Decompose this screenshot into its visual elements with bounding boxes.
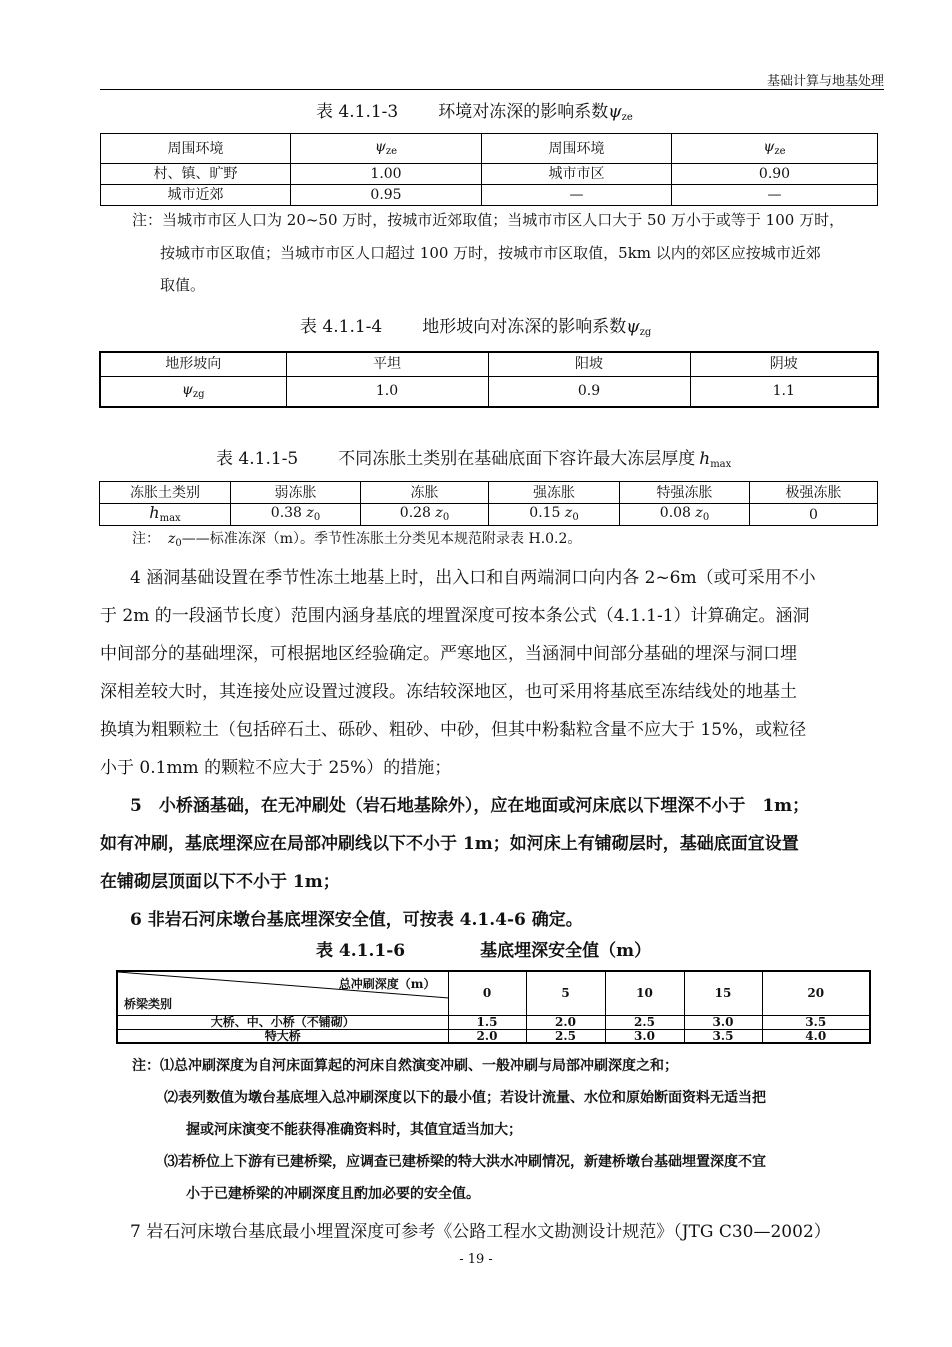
table-5-title: 不同冻胀土类别在基础底面下容许最大冻层厚度 xyxy=(338,449,696,469)
table-5-symbol-sub: max xyxy=(710,459,732,470)
table-cell: 城市市区 xyxy=(482,164,672,185)
table-6-depth-cell: 0 xyxy=(448,971,526,1015)
table-6-note-1: 注：⑴总冲刷深度为自河床面算起的河床自然演变冲刷、一般冲刷与局部冲刷深度之和； xyxy=(132,1058,678,1074)
table-cell: 0.28 $z_0$ xyxy=(361,504,489,526)
table-row xyxy=(117,1029,870,1043)
table-6 xyxy=(116,970,871,1044)
table-6-corner-top: 总冲刷深度（m） xyxy=(338,977,436,991)
table-3-header-cell: 周围环境 xyxy=(101,134,291,164)
table-6-corner-bottom: 桥梁类别 xyxy=(124,996,173,1011)
table-5-number: 表 4.1.1-5 xyxy=(216,449,299,469)
para-5-line-2: 如有冲刷，基底埋深应在局部冲刷线以下不小于 1m；如河床上有铺砌层时，基础底面宜设置 xyxy=(100,834,799,854)
para-4-line-2: 于 2m 的一段涵节长度）范围内涵身基底的埋置深度可按本条公式（4.1.1-1）计算确定。涵洞 xyxy=(100,606,810,626)
table-cell: 3.5 xyxy=(684,1029,762,1043)
table-cell: 3.0 xyxy=(684,1015,762,1029)
table-cell: 1.1 xyxy=(690,376,878,407)
para-4-line-3: 中间部分的基础埋深，可根据地区经验确定。严寒地区，当涵洞中间部分基础的埋深与洞口埋 xyxy=(100,644,797,664)
para-5-line-3: 在铺砌层顶面以下不小于 1m； xyxy=(100,872,340,892)
table-cell: 2.0 xyxy=(526,1015,605,1029)
table-5-header-cell: 特强冻胀 xyxy=(620,482,750,504)
table-cell: 1.0 xyxy=(286,376,488,407)
table-6-row-label: 大桥、中、小桥（不铺砌） xyxy=(117,1015,448,1029)
table-cell: 2.5 xyxy=(526,1029,605,1043)
table-3-title: 环境对冻深的影响系数 xyxy=(438,102,609,122)
table-cell: 0.38 $z_0$ xyxy=(231,504,361,526)
table-3-note-line-2: 按城市市区取值；当城市市区人口超过 100 万时，按城市市区取值，5km 以内的郊区应按城市近郊 xyxy=(160,244,821,262)
table-cell: 1.00 xyxy=(291,164,482,185)
table-3-symbol: ψ xyxy=(608,102,622,122)
table-5-header-cell: 极强冻胀 xyxy=(750,482,878,504)
table-5 xyxy=(99,481,878,526)
table-cell: 城市近郊 xyxy=(101,185,291,206)
table-3 xyxy=(100,133,878,206)
table-5-note: 注： $z_0——$标准冻深（m）。季节性冻胀土分类见本规范附录表 H.0.2。 xyxy=(132,531,582,549)
table-cell: 村、镇、旷野 xyxy=(101,164,291,185)
table-row xyxy=(100,376,878,407)
table-cell: 0.08 $z_0$ xyxy=(620,504,750,526)
table-row xyxy=(100,504,878,526)
table-3-symbol-sub: ze xyxy=(621,112,633,123)
table-3-caption xyxy=(316,97,633,123)
table-row xyxy=(101,164,878,185)
table-cell: 1.5 xyxy=(448,1015,526,1029)
table-3-header-cell: 周围环境 xyxy=(482,134,672,164)
table-4-header-cell: 阳坡 xyxy=(488,352,690,376)
table-4-title: 地形坡向对冻深的影响系数 xyxy=(422,317,627,337)
table-4-header-row xyxy=(100,352,878,376)
para-4-line-4: 深相差较大时，其连接处应设置过渡段。冻结较深地区，也可采用将基底至冻结线处的地基土 xyxy=(100,682,797,702)
table-3-note-line-3: 取值。 xyxy=(160,276,206,294)
table-3-note-line-1: 注：当城市市区人口为 20~50 万时，按城市近郊取值；当城市市区人口大于 50 万小于或等于 100 万时， xyxy=(132,211,845,229)
table-6-note-3-line-1: ⑶若桥位上下游有已建桥梁，应调查已建桥梁的特大洪水冲刷情况，新建桥墩台基础埋置深度不宜 xyxy=(164,1154,766,1170)
table-6-note-2-line-2: 握或河床演变不能获得准确资料时，其值宜适当加大； xyxy=(186,1122,522,1138)
table-5-header-cell: 冻胀 xyxy=(361,482,489,504)
table-6-depth-cell: 15 xyxy=(684,971,762,1015)
table-4 xyxy=(99,351,879,408)
table-cell: 0.90 xyxy=(672,164,878,185)
table-6-header-row xyxy=(117,971,870,1015)
para-4-line-5: 换填为粗颗粒土（包括碎石土、砾砂、粗砂、中砂，但其中粉黏粒含量不应大于 15%，或粒径 xyxy=(100,720,807,740)
table-5-symbol: h xyxy=(699,449,711,469)
table-6-depth-cell: 5 xyxy=(526,971,605,1015)
table-4-header-cell: 阴坡 xyxy=(690,352,878,376)
table-4-header-cell: 平坦 xyxy=(286,352,488,376)
table-4-symbol: ψ xyxy=(626,317,640,337)
header-rule xyxy=(100,89,884,90)
table-cell: — xyxy=(482,185,672,206)
table-row xyxy=(101,185,878,206)
table-6-depth-cell: 20 xyxy=(762,971,870,1015)
table-cell: 0 xyxy=(750,504,878,526)
table-cell: 0.95 xyxy=(291,185,482,206)
table-cell: 3.5 xyxy=(762,1015,870,1029)
table-4-caption xyxy=(300,312,651,338)
table-cell: 2.5 xyxy=(605,1015,684,1029)
table-6-caption xyxy=(316,936,651,961)
table-4-number: 表 4.1.1-4 xyxy=(300,317,383,337)
table-cell: 4.0 xyxy=(762,1029,870,1043)
table-6-depth-cell: 10 xyxy=(605,971,684,1015)
table-6-note-2-line-1: ⑵表列数值为墩台基底埋入总冲刷深度以下的最小值；若设计流量、水位和原始断面资料无适当把 xyxy=(164,1090,766,1106)
table-3-header-cell: $\psi_{ze}$ xyxy=(291,134,482,164)
table-6-row-label: 特大桥 xyxy=(117,1029,448,1043)
table-6-corner-cell xyxy=(117,971,448,1015)
para-5-line-1: 5 小桥涵基础，在无冲刷处（岩石地基除外），应在地面或河床底以下埋深不小于 1m； xyxy=(130,796,810,816)
para-4-line-1: 4 涵洞基础设置在季节性冻土地基上时，出入口和自两端洞口向内各 2~6m（或可采用不小 xyxy=(130,568,816,588)
table-5-row-label: $h_{max}$ xyxy=(100,504,231,526)
table-6-title: 基底埋深安全值（m） xyxy=(480,941,652,961)
para-6-line-1: 6 非岩石河床墩台基底埋深安全值，可按表 4.1.4-6 确定。 xyxy=(130,910,583,930)
table-cell: 2.0 xyxy=(448,1029,526,1043)
table-cell: 0.9 xyxy=(488,376,690,407)
table-5-header-cell: 弱冻胀 xyxy=(231,482,361,504)
table-cell: 3.0 xyxy=(605,1029,684,1043)
table-3-header-row xyxy=(101,134,878,164)
table-cell: — xyxy=(672,185,878,206)
running-header: 基础计算与地基处理 xyxy=(766,74,884,89)
table-6-number: 表 4.1.1-6 xyxy=(316,941,406,961)
table-cell: 0.15 $z_0$ xyxy=(489,504,620,526)
table-4-symbol-sub: zg xyxy=(639,327,652,338)
table-3-number: 表 4.1.1-3 xyxy=(316,102,399,122)
para-7-line-1: 7 岩石河床墩台基底最小埋置深度可参考《公路工程水文勘测设计规范》（JTG C30—2002） xyxy=(130,1222,831,1242)
table-5-header-cell: 强冻胀 xyxy=(489,482,620,504)
table-6-note-3-line-2: 小于已建桥梁的冲刷深度且酌加必要的安全值。 xyxy=(186,1186,480,1202)
table-4-header-cell: 地形坡向 xyxy=(100,352,286,376)
table-3-header-cell: $\psi_{ze}$ xyxy=(672,134,878,164)
para-4-line-6: 小于 0.1mm 的颗粒不应大于 25%）的措施； xyxy=(100,758,452,778)
table-5-caption xyxy=(216,444,731,470)
page-number: - 19 - xyxy=(459,1252,493,1267)
table-5-header-cell: 冻胀土类别 xyxy=(100,482,231,504)
table-4-row-label: $\psi_{zg}$ xyxy=(100,376,286,407)
table-5-header-row xyxy=(100,482,878,504)
table-row xyxy=(117,1015,870,1029)
